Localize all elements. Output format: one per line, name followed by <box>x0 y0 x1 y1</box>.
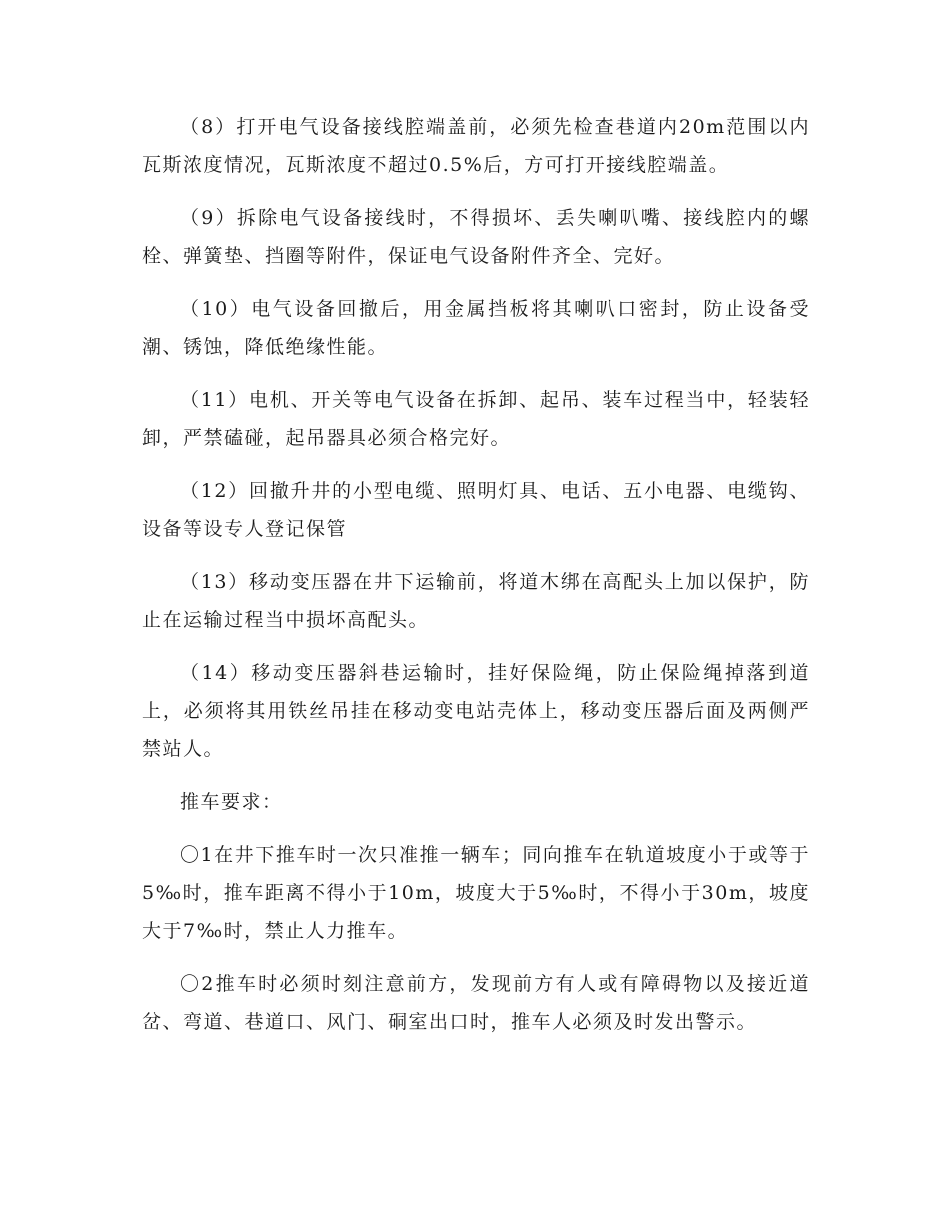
paragraph-item-10: （10）电气设备回撤后，用金属挡板将其喇叭口密封，防止设备受潮、锈蚀，降低绝缘性能。 <box>142 298 810 358</box>
paragraph-item-13: （13）移动变压器在井下运输前，将道木绑在高配头上加以保护，防止在运输过程当中损坏高配头。 <box>142 571 810 631</box>
section-heading-pushing-requirements: 推车要求： <box>180 791 283 813</box>
paragraph-item-12: （12）回撤升井的小型电缆、照明灯具、电话、五小电器、电缆钩、设备等设专人登记保管 <box>142 480 810 540</box>
pushing-rule-1: 〇1在井下推车时一次只准推一辆车；同向推车在轨道坡度小于或等于5‰时，推车距离不得小于10m，坡度大于5‰时，不得小于30m，坡度大于7‰时，禁止人力推车。 <box>142 844 810 942</box>
pushing-rule-2: 〇2推车时必须时刻注意前方，发现前方有人或有障碍物以及接近道岔、弯道、巷道口、风门、硐室出口时，推车人必须及时发出警示。 <box>142 973 810 1033</box>
paragraph-item-8: （8）打开电气设备接线腔端盖前，必须先检查巷道内20m范围以内瓦斯浓度情况，瓦斯浓度不超过0.5%后，方可打开接线腔端盖。 <box>142 116 810 176</box>
document-body <box>142 108 810 1056</box>
paragraph-item-11: （11）电机、开关等电气设备在拆卸、起吊、装车过程当中，轻装轻卸，严禁磕碰，起吊器具必须合格完好。 <box>142 389 810 449</box>
paragraph-item-9: （9）拆除电气设备接线时，不得损坏、丢失喇叭嘴、接线腔内的螺栓、弹簧垫、挡圈等附件，保证电气设备附件齐全、完好。 <box>142 207 810 267</box>
paragraph-item-14: （14）移动变压器斜巷运输时，挂好保险绳，防止保险绳掉落到道上，必须将其用铁丝吊挂在移动变电站壳体上，移动变压器后面及两侧严禁站人。 <box>142 662 810 760</box>
